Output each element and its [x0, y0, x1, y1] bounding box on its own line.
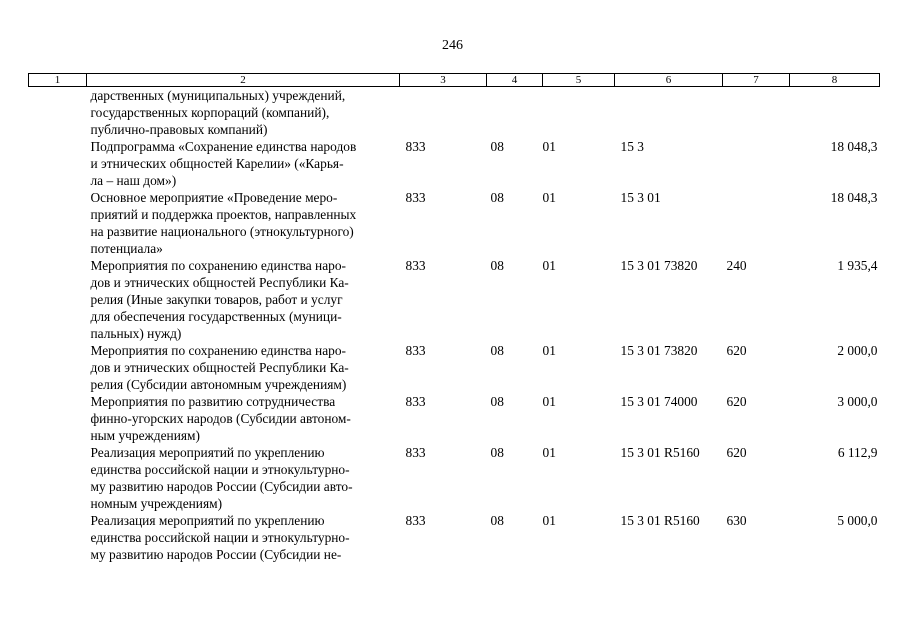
subsection-code-cell: 01 — [542, 343, 556, 358]
target-item-code-cell — [615, 87, 723, 139]
column-number-3: 3 — [400, 74, 487, 87]
target-item-code-cell: 15 3 — [620, 139, 644, 154]
description-cell — [87, 444, 400, 512]
column-number-7: 7 — [723, 74, 790, 87]
description-line: му развитию народов России (Субсидии не- — [90, 547, 342, 562]
section-code-cell: 08 — [490, 139, 504, 154]
expense-type-code-cell: 240 — [726, 258, 747, 273]
description-line: Реализация мероприятий по укреплению — [90, 445, 325, 460]
ministry-code-cell: 833 — [405, 394, 426, 409]
description-cell — [87, 189, 400, 257]
expense-type-code-cell: 620 — [726, 343, 747, 358]
row-number-cell — [29, 444, 87, 512]
column-number-2: 2 — [87, 74, 400, 87]
amount-cell: 18 048,3 — [830, 190, 878, 205]
description-line: потенциала» — [90, 241, 163, 256]
table-row — [29, 138, 880, 189]
expense-type-code-cell — [723, 189, 790, 257]
ministry-code-cell: 833 — [405, 258, 426, 273]
table-row — [29, 393, 880, 444]
column-number-8: 8 — [790, 74, 880, 87]
row-number-cell — [29, 512, 87, 563]
ministry-code-cell — [400, 87, 487, 139]
description-line: единства российской нации и этнокультурно- — [90, 530, 350, 545]
expense-type-code-cell — [723, 87, 790, 139]
expense-type-code-cell: 630 — [726, 513, 747, 528]
description-line: Мероприятия по сохранению единства наро- — [90, 343, 347, 358]
table-row — [29, 87, 880, 139]
description-line: для обеспечения государственных (муници- — [90, 309, 342, 324]
description-line: дов и этнических общностей Республики Ка- — [90, 275, 349, 290]
subsection-code-cell: 01 — [542, 445, 556, 460]
expense-type-code-cell — [723, 138, 790, 189]
description-cell — [87, 87, 400, 139]
description-line: Мероприятия по сохранению единства наро- — [90, 258, 347, 273]
description-line: релия (Субсидии автономным учреждениям) — [90, 377, 347, 392]
table-row — [29, 512, 880, 563]
description-line: му развитию народов России (Субсидии авто- — [90, 479, 353, 494]
description-cell — [87, 393, 400, 444]
section-code-cell: 08 — [490, 513, 504, 528]
amount-cell: 5 000,0 — [837, 513, 878, 528]
section-code-cell: 08 — [490, 258, 504, 273]
description-line: финно-угорских народов (Субсидии автоном- — [90, 411, 351, 426]
amount-cell — [790, 87, 880, 139]
description-line: ла – наш дом») — [90, 173, 177, 188]
ministry-code-cell: 833 — [405, 445, 426, 460]
subsection-code-cell: 01 — [542, 394, 556, 409]
row-number-cell — [29, 342, 87, 393]
section-code-cell: 08 — [490, 445, 504, 460]
description-line: Реализация мероприятий по укреплению — [90, 513, 325, 528]
description-line: Подпрограмма «Сохранение единства народов — [90, 139, 357, 154]
budget-table-body — [29, 87, 880, 564]
row-number-cell — [29, 257, 87, 342]
subsection-code-cell — [543, 87, 615, 139]
ministry-code-cell: 833 — [405, 139, 426, 154]
description-line: и этнических общностей Карелии» («Карья- — [90, 156, 344, 171]
row-number-cell — [29, 393, 87, 444]
ministry-code-cell: 833 — [405, 343, 426, 358]
section-code-cell: 08 — [490, 343, 504, 358]
target-item-code-cell: 15 3 01 74000 — [620, 394, 698, 409]
target-item-code-cell: 15 3 01 73820 — [620, 258, 698, 273]
column-number-6: 6 — [615, 74, 723, 87]
subsection-code-cell: 01 — [542, 513, 556, 528]
column-number-4: 4 — [487, 74, 543, 87]
column-number-5: 5 — [543, 74, 615, 87]
ministry-code-cell: 833 — [405, 513, 426, 528]
description-line: публично-правовых компаний) — [90, 122, 268, 137]
ministry-code-cell: 833 — [405, 190, 426, 205]
expense-type-code-cell: 620 — [726, 394, 747, 409]
description-line: дов и этнических общностей Республики Ка- — [90, 360, 349, 375]
description-cell — [87, 257, 400, 342]
description-line: Основное мероприятие «Проведение меро- — [90, 190, 338, 205]
target-item-code-cell: 15 3 01 — [620, 190, 661, 205]
description-line: ным учреждениям) — [90, 428, 200, 443]
row-number-cell — [29, 189, 87, 257]
description-line: пальных) нужд) — [90, 326, 182, 341]
column-number-header-row — [29, 74, 880, 87]
table-row — [29, 444, 880, 512]
description-line: Мероприятия по развитию сотрудничества — [90, 394, 336, 409]
description-line: государственных корпораций (компаний), — [90, 105, 330, 120]
description-cell — [87, 512, 400, 563]
description-line: дарственных (муниципальных) учреждений, — [90, 88, 346, 103]
section-code-cell: 08 — [490, 394, 504, 409]
page-number: 246 — [442, 38, 463, 53]
row-number-cell — [29, 87, 87, 139]
description-cell — [87, 138, 400, 189]
description-cell — [87, 342, 400, 393]
budget-table — [28, 73, 880, 563]
subsection-code-cell: 01 — [542, 190, 556, 205]
section-code-cell — [487, 87, 543, 139]
amount-cell: 6 112,9 — [837, 445, 878, 460]
amount-cell: 2 000,0 — [837, 343, 878, 358]
target-item-code-cell: 15 3 01 R5160 — [620, 513, 700, 528]
subsection-code-cell: 01 — [542, 139, 556, 154]
column-number-1: 1 — [29, 74, 87, 87]
amount-cell: 1 935,4 — [837, 258, 878, 273]
table-row — [29, 342, 880, 393]
amount-cell: 3 000,0 — [837, 394, 878, 409]
description-line: единства российской нации и этнокультурно- — [90, 462, 350, 477]
description-line: на развитие национального (этнокультурного) — [90, 224, 354, 239]
row-number-cell — [29, 138, 87, 189]
target-item-code-cell: 15 3 01 73820 — [620, 343, 698, 358]
description-line: номным учреждениям) — [90, 496, 223, 511]
subsection-code-cell: 01 — [542, 258, 556, 273]
table-row — [29, 257, 880, 342]
target-item-code-cell: 15 3 01 R5160 — [620, 445, 700, 460]
section-code-cell: 08 — [490, 190, 504, 205]
amount-cell: 18 048,3 — [830, 139, 878, 154]
description-line: релия (Иные закупки товаров, работ и услуг — [90, 292, 343, 307]
description-line: приятий и поддержка проектов, направленных — [90, 207, 357, 222]
table-row — [29, 189, 880, 257]
expense-type-code-cell: 620 — [726, 445, 747, 460]
